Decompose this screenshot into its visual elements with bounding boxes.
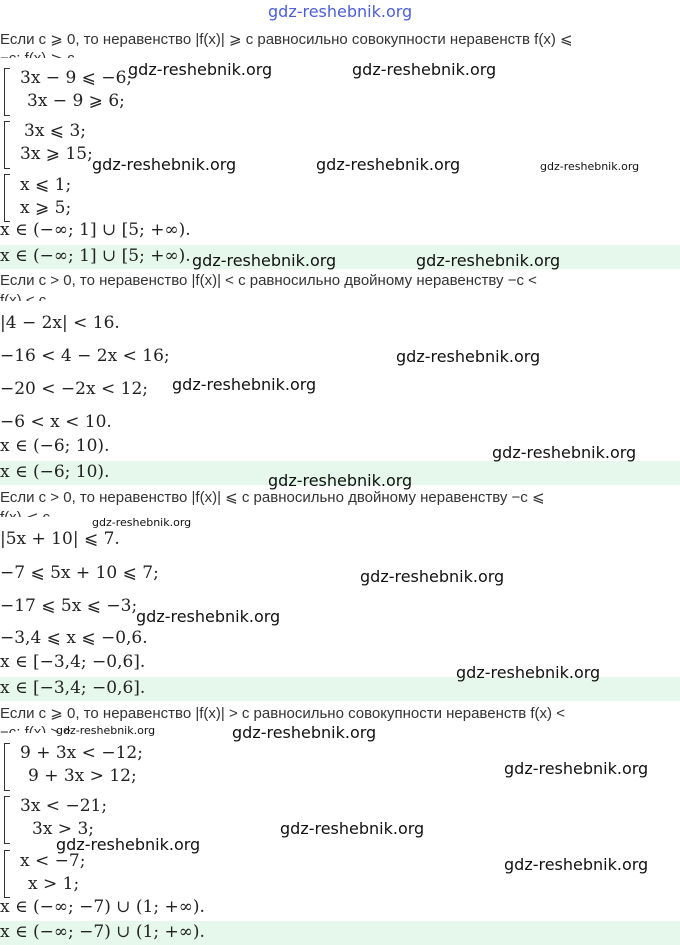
watermark: gdz-reshebnik.org <box>456 663 601 682</box>
clipped-line-mask <box>0 301 680 310</box>
system-line: 3x ⩽ 3; <box>24 121 86 141</box>
watermark: gdz-reshebnik.org <box>316 155 461 174</box>
watermark: gdz-reshebnik.org <box>416 251 561 270</box>
watermark: gdz-reshebnik.org <box>136 607 281 626</box>
equation-line: −17 ⩽ 5x ⩽ −3; <box>0 596 138 616</box>
rule-text: Если c > 0, то неравенство |f(x)| < c равносильно двойному неравенству −c < <box>0 272 537 289</box>
watermark: gdz-reshebnik.org <box>56 835 201 854</box>
answer-line: x ∈ (−∞; −7) ∪ (1; +∞). <box>0 922 205 942</box>
equation-line: −7 ⩽ 5x + 10 ⩽ 7; <box>0 563 159 583</box>
watermark: gdz-reshebnik.org <box>540 160 640 173</box>
equation-line: |4 − 2x| < 16. <box>0 313 120 333</box>
result-line: x ∈ (−∞; −7) ∪ (1; +∞). <box>0 897 205 917</box>
equation-line: −20 < −2x < 12; <box>0 379 148 399</box>
clipped-line-mask <box>0 58 680 67</box>
answer-line: x ∈ (−6; 10). <box>0 462 110 482</box>
system-line: 3x − 9 ⩽ −6; <box>20 68 133 88</box>
watermark: gdz-reshebnik.org <box>56 724 156 737</box>
answer-line: x ∈ (−∞; 1] ∪ [5; +∞). <box>0 246 191 266</box>
watermark: gdz-reshebnik.org <box>92 516 192 529</box>
system-line: x > 1; <box>28 874 80 894</box>
watermark: gdz-reshebnik.org <box>268 471 413 490</box>
rule-text: Если c ⩾ 0, то неравенство |f(x)| > c равносильно совокупности неравенств f(x) < <box>0 705 565 722</box>
result-line: x ∈ (−∞; 1] ∪ [5; +∞). <box>0 220 191 240</box>
watermark: gdz-reshebnik.org <box>504 855 649 874</box>
set-bracket <box>4 796 10 844</box>
watermark: gdz-reshebnik.org <box>352 60 497 79</box>
system-line: 3x < −21; <box>20 796 108 816</box>
watermark: gdz-reshebnik.org <box>360 567 505 586</box>
watermark: gdz-reshebnik.org <box>92 155 237 174</box>
watermark: gdz-reshebnik.org <box>396 347 541 366</box>
system-line: x ⩽ 1; <box>20 175 72 195</box>
watermark: gdz-reshebnik.org <box>492 443 637 462</box>
set-bracket <box>4 121 10 169</box>
system-line: 3x ⩾ 15; <box>20 144 93 164</box>
watermark: gdz-reshebnik.org <box>280 819 425 838</box>
system-line: 3x > 3; <box>32 819 94 839</box>
rule-text: Если c ⩾ 0, то неравенство |f(x)| ⩾ c равносильно совокупности неравенств f(x) ⩽ <box>0 31 573 48</box>
watermark: gdz-reshebnik.org <box>504 759 649 778</box>
set-bracket <box>4 174 10 222</box>
equation-line: −6 < x < 10. <box>0 412 112 432</box>
system-line: x ⩾ 5; <box>20 198 72 218</box>
system-line: 9 + 3x < −12; <box>20 743 143 763</box>
equation-line: −3,4 ⩽ x ⩽ −0,6. <box>0 628 148 648</box>
rule-text: Если c > 0, то неравенство |f(x)| ⩽ c равносильно двойному неравенству −c ⩽ <box>0 489 545 506</box>
system-line: 3x − 9 ⩾ 6; <box>27 91 125 111</box>
set-bracket <box>4 68 10 116</box>
system-line: 9 + 3x > 12; <box>28 766 137 786</box>
result-line: x ∈ [−3,4; −0,6]. <box>0 652 146 672</box>
watermark: gdz-reshebnik.org <box>128 60 273 79</box>
equation-line: −16 < 4 − 2x < 16; <box>0 346 170 366</box>
watermark: gdz-reshebnik.org <box>232 723 377 742</box>
set-bracket <box>4 850 10 898</box>
set-bracket <box>4 743 10 791</box>
watermark: gdz-reshebnik.org <box>172 375 317 394</box>
answer-line: x ∈ [−3,4; −0,6]. <box>0 678 146 698</box>
watermark-top: gdz-reshebnik.org <box>268 2 413 21</box>
equation-line: |5x + 10| ⩽ 7. <box>0 529 120 549</box>
watermark: gdz-reshebnik.org <box>192 251 337 270</box>
system-line: x < −7; <box>20 851 86 871</box>
result-line: x ∈ (−6; 10). <box>0 436 110 456</box>
